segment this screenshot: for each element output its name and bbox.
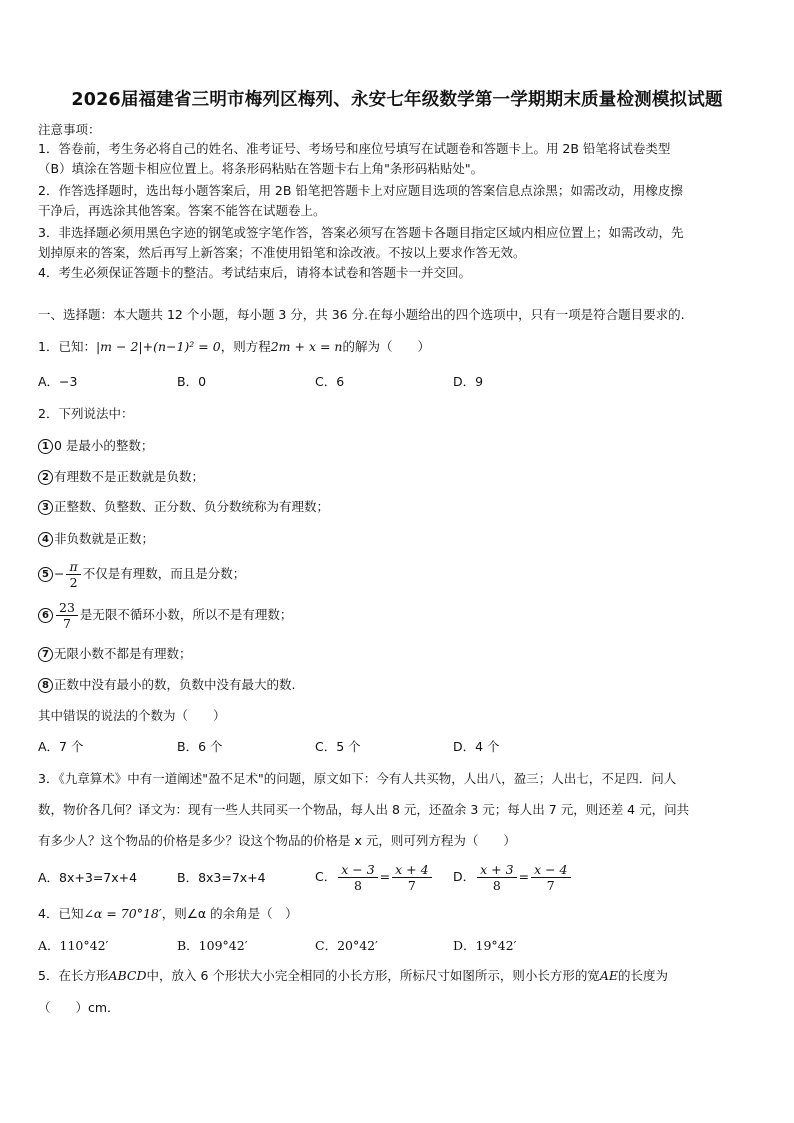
q3-line: 数，物价各几何？译文为：现有一些人共同买一个物品，每人出 8 元，还盈余 3 元；每人出 7 元，则还差 4 元，问共	[38, 802, 690, 817]
q5-segment-label: AE	[599, 968, 619, 983]
q2-statement-5	[38, 557, 245, 591]
fraction	[531, 862, 570, 893]
fraction-numerator: π	[66, 559, 80, 575]
circled-number: 4	[38, 532, 53, 547]
q5-text: 中，放入 6 个形状大小完全相同的小长方形，所标尺寸如图所示，则小长方形的宽	[146, 968, 600, 983]
statement-text: 0 是最小的整数；	[54, 438, 154, 453]
statement-text: 有理数不是正数就是负数；	[54, 469, 205, 484]
fraction	[338, 862, 377, 893]
q1-equation: 2m + x = n	[270, 339, 343, 354]
q2-statement-4	[38, 530, 154, 548]
q3-line: 有多少人？这个物品的价格是多少？设这个物品的价格是 x 元，则可列方程为（ ）	[38, 833, 516, 848]
q3-line: 3．《九章算术》中有一道阐述"盈不足术"的问题，原文如下：今有人共买物，人出八，盈三；人出七，不足四．问人	[38, 771, 677, 786]
fraction-denominator: 7	[407, 878, 416, 893]
q4-suffix: ，则∠α 的余角是（ ）	[161, 906, 298, 921]
fraction	[392, 862, 431, 893]
q1-prefix: 1．已知：	[38, 339, 96, 354]
q4-option-b: B．109°42′	[177, 938, 248, 953]
q2-option-b: B．6 个	[177, 739, 223, 754]
q5-line-2: （ ）cm．	[38, 1000, 120, 1015]
statement-text: 不仅是有理数，而且是分数；	[82, 566, 246, 581]
minus-sign: −	[54, 566, 65, 581]
notice-line: 干净后，再选涂其他答案。答案不能答在试题卷上。	[38, 203, 326, 218]
q2-statement-1	[38, 437, 153, 455]
q5-text: 5．在长方形	[38, 968, 109, 983]
fraction-denominator: 8	[353, 878, 362, 893]
circled-number: 2	[38, 470, 53, 485]
statement-text: 非负数就是正数；	[54, 531, 155, 546]
fraction	[66, 559, 80, 590]
q2-statement-8	[38, 676, 295, 694]
fraction-numerator: x + 3	[477, 862, 516, 878]
equals-sign: =	[379, 869, 391, 884]
q1-expression: |m − 2|+(n−1)² = 0	[95, 339, 221, 354]
q2-statement-6	[38, 598, 292, 632]
question-5	[38, 967, 668, 985]
notice-line: 3．非选择题必须用黑色字迹的钢笔或签字笔作答，答案必须写在答题卡各题目指定区域内相应位置上；如需改动，先	[38, 225, 684, 240]
fraction-denominator: 7	[62, 616, 71, 631]
option-label: C．	[315, 869, 337, 884]
question-1	[38, 338, 430, 356]
q2-option-d: D．4 个	[453, 739, 500, 754]
q1-option-d: D．9	[453, 374, 484, 389]
q4-option-c: C．20°42′	[315, 938, 378, 953]
q4-angle: ∠α = 70°18′	[83, 906, 162, 921]
notice-line: 2．作答选择题时，选出每小题答案后，用 2B 铅笔把答题卡上对应题目选项的答案信息点涂黑；如需改动，用橡皮擦	[38, 183, 683, 198]
question-4	[38, 905, 298, 923]
q1-mid: ，则方程	[220, 339, 271, 354]
statement-text: 正整数、负整数、正分数、负分数统称为有理数；	[54, 499, 330, 514]
q5-rect-label: ABCD	[108, 968, 147, 983]
fraction-numerator: x + 4	[392, 862, 431, 878]
section-heading: 一、选择题：本大题共 12 个小题，每小题 3 分，共 36 分.在每小题给出的四个选项中，只有一项是符合题目要求的.	[38, 307, 685, 322]
fraction-numerator: x − 3	[338, 862, 377, 878]
q3-option-b: B．8x3=7x+4	[177, 870, 266, 885]
fraction	[56, 600, 78, 631]
q3-option-a: A．8x+3=7x+4	[38, 870, 138, 885]
fraction-denominator: 8	[492, 878, 501, 893]
q2-option-a: A．7 个	[38, 739, 84, 754]
notice-line: （B）填涂在答题卡相应位置上。将条形码粘贴在答题卡右上角"条形码粘贴处"。	[38, 161, 484, 176]
q2-ask: 其中错误的说法的个数为（ ）	[38, 708, 226, 723]
q1-option-c: C．6	[315, 374, 345, 389]
notice-line: 1．答卷前，考生务必将自己的姓名、准考证号、考场号和座位号填写在试题卷和答题卡上。用 2B 铅笔将试卷类型	[38, 141, 671, 156]
equals-sign: =	[518, 869, 530, 884]
option-label: D．	[453, 869, 476, 884]
q2-stem: 2．下列说法中：	[38, 406, 134, 421]
notice-line: 4．考生必须保证答题卡的整洁。考试结束后，请将本试卷和答题卡一并交回。	[38, 265, 471, 280]
q3-option-d	[453, 857, 573, 897]
circled-number: 5	[38, 567, 53, 582]
q3-option-c	[315, 857, 434, 897]
statement-text: 正数中没有最小的数，负数中没有最大的数.	[54, 677, 296, 692]
circled-number: 3	[38, 500, 53, 515]
circled-number: 6	[38, 608, 53, 623]
notice-heading: 注意事项：	[38, 122, 101, 137]
circled-number: 1	[38, 439, 53, 454]
q1-suffix: 的解为（ ）	[342, 339, 430, 354]
q2-statement-7	[38, 645, 192, 663]
fraction-numerator: x − 4	[531, 862, 570, 878]
q2-option-c: C．5 个	[315, 739, 361, 754]
q4-prefix: 4．已知	[38, 906, 84, 921]
fraction-numerator: 23	[56, 600, 78, 616]
q2-statement-2	[38, 468, 204, 486]
fraction	[477, 862, 516, 893]
fraction-denominator: 2	[69, 575, 78, 590]
fraction-denominator: 7	[546, 878, 555, 893]
q4-option-d: D．19°42′	[453, 938, 517, 953]
q4-option-a: A．110°42′	[38, 938, 109, 953]
q1-option-b: B．0	[177, 374, 207, 389]
page-title: 2026届福建省三明市梅列区梅列、永安七年级数学第一学期期末质量检测模拟试题	[71, 90, 723, 110]
q1-option-a: A．−3	[38, 374, 78, 389]
statement-text: 无限小数不都是有理数；	[54, 646, 192, 661]
q2-statement-3	[38, 498, 329, 516]
notice-line: 划掉原来的答案，然后再写上新答案；不准使用铅笔和涂改液。不按以上要求作答无效。	[38, 245, 526, 260]
q5-text: 的长度为	[618, 968, 669, 983]
circled-number: 8	[38, 678, 53, 693]
statement-text: 是无限不循环小数，所以不是有理数；	[79, 607, 293, 622]
circled-number: 7	[38, 647, 53, 662]
